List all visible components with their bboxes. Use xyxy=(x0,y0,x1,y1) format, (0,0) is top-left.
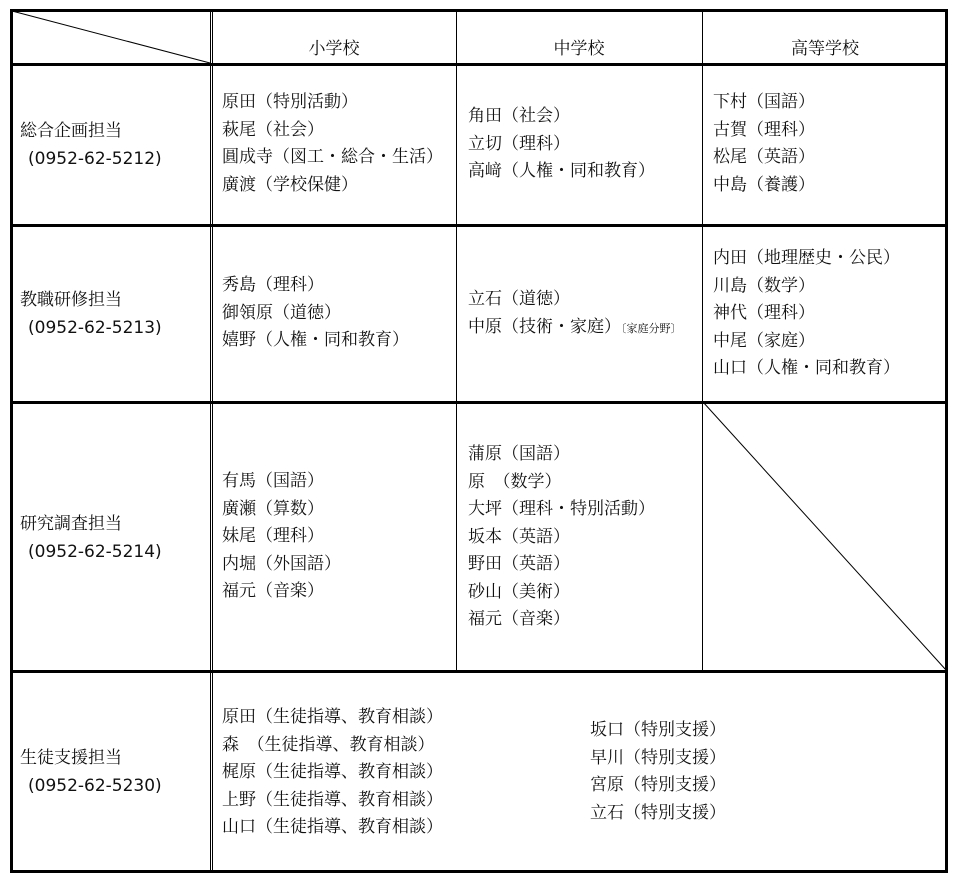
list-item: 廣渡（学校保健） xyxy=(222,174,358,195)
row-label-support xyxy=(20,744,162,800)
list-item: 角田（社会） xyxy=(468,106,570,126)
list-item: 下村（国語） xyxy=(713,92,815,112)
row-phone: (0952-62-5213) xyxy=(28,318,162,338)
list-item: 早川（特別支援） xyxy=(590,747,726,768)
list-item-main: 中原（技術・家庭） xyxy=(468,316,621,337)
list-item: 上野（生徒指導、教育相談） xyxy=(222,789,443,810)
cell-training-elementary xyxy=(222,272,409,355)
list-item: 有馬（国語） xyxy=(222,471,324,491)
list-item: 立石（特別支援） xyxy=(590,802,726,823)
list-item: 原田（特別活動） xyxy=(222,92,358,112)
row-title: 研究調査担当 xyxy=(20,514,122,534)
col-divider xyxy=(212,9,213,873)
row-divider xyxy=(10,224,948,227)
list-item: 立切（理科） xyxy=(468,133,570,154)
list-item: 山口（人権・同和教育） xyxy=(713,358,900,378)
list-item: 坂口（特別支援） xyxy=(590,720,726,740)
list-item: 坂本（英語） xyxy=(468,526,570,547)
list-item: 砂山（美術） xyxy=(468,581,570,602)
list-item: 宮原（特別支援） xyxy=(590,775,726,795)
list-item: 圓成寺（図工・総合・生活） xyxy=(222,147,443,167)
row-divider xyxy=(10,401,948,404)
list-item xyxy=(468,314,682,343)
list-item: 原 （数学） xyxy=(468,471,562,492)
row-phone: (0952-62-5214) xyxy=(28,542,162,562)
list-item: 梶原（生徒指導、教育相談） xyxy=(222,762,443,782)
col-divider xyxy=(702,9,703,671)
cell-research-elementary xyxy=(222,468,341,606)
row-title: 教職研修担当 xyxy=(20,290,122,310)
list-item-note: 〔家庭分野〕 xyxy=(621,321,682,335)
list-item: 廣瀬（算数） xyxy=(222,498,324,519)
list-item: 福元（音楽） xyxy=(222,581,324,601)
list-item: 中尾（家庭） xyxy=(713,330,815,351)
list-item: 妹尾（理科） xyxy=(222,526,324,546)
row-title: 生徒支援担当 xyxy=(20,748,122,768)
list-item: 原田（生徒指導、教育相談） xyxy=(222,707,443,727)
row-label-planning xyxy=(20,117,162,173)
list-item: 蒲原（国語） xyxy=(468,444,570,464)
header-junior: 中学校 xyxy=(553,39,605,59)
row-label-training xyxy=(20,286,162,342)
row-phone: (0952-62-5230) xyxy=(28,776,162,796)
list-item: 御領原（道徳） xyxy=(222,302,341,323)
row-title: 総合企画担当 xyxy=(20,121,122,141)
list-item: 内堀（外国語） xyxy=(222,553,341,574)
list-item: 嬉野（人権・同和教育） xyxy=(222,330,409,350)
list-item: 高﨑（人権・同和教育） xyxy=(468,161,655,181)
list-item: 森 （生徒指導、教育相談） xyxy=(222,734,435,755)
corner-diagonal xyxy=(12,11,210,63)
cell-planning-elementary xyxy=(222,89,443,199)
cell-planning-junior xyxy=(468,103,655,186)
list-item: 立石（道徳） xyxy=(468,289,570,309)
cell-training-high xyxy=(713,245,900,383)
col-divider xyxy=(456,9,457,671)
list-item: 内田（地理歴史・公民） xyxy=(713,248,900,268)
row-label-research xyxy=(20,510,162,566)
list-item: 松尾（英語） xyxy=(713,147,815,167)
header-elementary: 小学校 xyxy=(308,39,360,59)
list-item: 古賀（理科） xyxy=(713,119,815,140)
row-divider xyxy=(10,670,948,673)
staff-table xyxy=(10,9,948,873)
cell-support-left xyxy=(222,704,443,842)
cell-training-junior xyxy=(468,286,682,342)
header-high: 高等学校 xyxy=(791,39,859,59)
empty-cell-diagonal xyxy=(703,402,946,670)
cell-research-junior xyxy=(468,441,655,634)
list-item: 大坪（理科・特別活動） xyxy=(468,499,655,519)
row-divider xyxy=(10,63,948,66)
list-item: 中島（養護） xyxy=(713,174,815,195)
list-item: 福元（音楽） xyxy=(468,609,570,629)
list-item: 川島（数学） xyxy=(713,275,815,296)
list-item: 秀島（理科） xyxy=(222,275,324,295)
row-phone: (0952-62-5212) xyxy=(28,149,162,169)
list-item: 神代（理科） xyxy=(713,303,815,323)
col-divider xyxy=(210,9,211,873)
list-item: 野田（英語） xyxy=(468,554,570,574)
cell-planning-high xyxy=(713,89,815,199)
cell-support-right xyxy=(590,717,726,827)
list-item: 萩尾（社会） xyxy=(222,119,324,140)
list-item: 山口（生徒指導、教育相談） xyxy=(222,817,443,837)
